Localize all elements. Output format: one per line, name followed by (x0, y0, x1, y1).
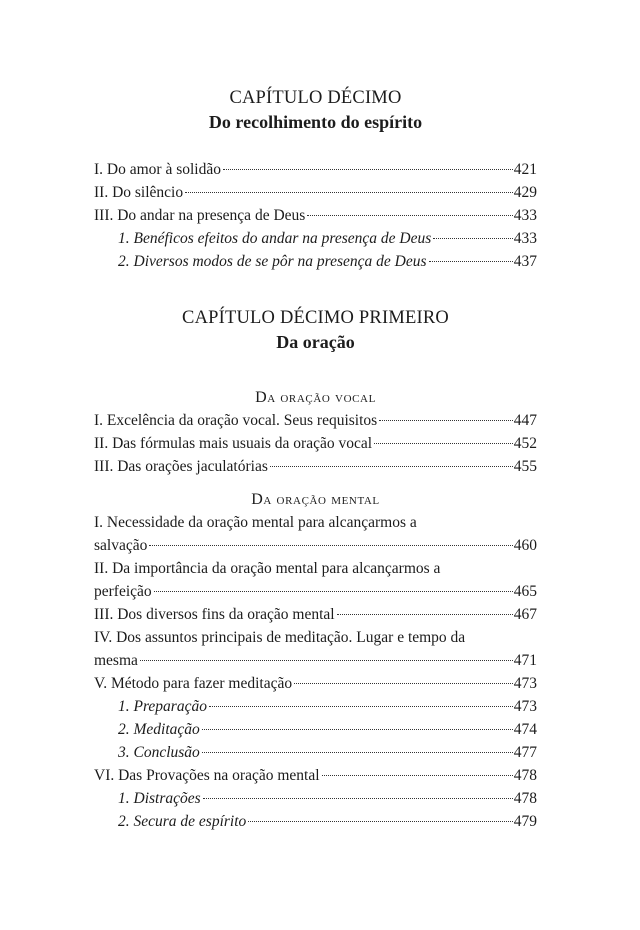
dot-leader (294, 683, 513, 684)
chapter-10-title: Do recolhimento do espírito (208, 112, 423, 132)
toc-entry (94, 181, 537, 204)
chapter-10-block (94, 86, 537, 273)
toc-entry-title: 1. Preparação (118, 698, 207, 715)
toc-entry-title: 1. Benéficos efeitos do andar na presença de Deus (118, 230, 432, 247)
toc-entry-title: III. Dos diversos fins da oração mental (94, 606, 335, 623)
chapter-10-entries (94, 158, 537, 273)
toc-entry-title: IV. Dos assuntos principais de meditação. Lugar e tempo da (94, 629, 466, 646)
toc-entry-title: 2. Diversos modos de se pôr na presença de Deus (118, 253, 427, 270)
toc-subentry (94, 810, 537, 833)
toc-entry (94, 455, 537, 478)
toc-subentry (94, 787, 537, 810)
section-oracao-vocal-entries (94, 409, 537, 478)
toc-entry (94, 432, 537, 455)
toc-subentry (94, 718, 537, 741)
toc-entry (94, 409, 537, 432)
toc-entry (94, 158, 537, 181)
toc-entry-title: I. Excelência da oração vocal. Seus requisitos (94, 412, 378, 429)
chapter-11-label: CAPÍTULO DÉCIMO PRIMEIRO (182, 308, 449, 328)
chapter-11-block (94, 306, 537, 833)
toc-subentry (94, 227, 537, 250)
toc-entry-title: III. Das orações jaculatórias (94, 458, 268, 475)
toc-page-number: 465 (513, 583, 537, 600)
toc-page-number: 447 (513, 412, 537, 429)
toc-page-number: 473 (513, 698, 537, 715)
dot-leader (202, 729, 513, 730)
dot-leader (202, 752, 513, 753)
toc-page-number: 421 (513, 161, 537, 178)
toc-entry-title: 3. Conclusão (118, 744, 200, 761)
dot-leader (209, 706, 513, 707)
toc-entry-title: V. Método para fazer meditação (94, 675, 293, 692)
toc-entry (94, 603, 537, 626)
toc-entry-title: I. Necessidade da oração mental para alcançarmos a (94, 514, 417, 531)
dot-leader (140, 660, 513, 661)
toc-page-number: 437 (513, 253, 537, 270)
toc-page (94, 86, 537, 833)
toc-entry-title: II. Da importância da oração mental para alcançarmos a (94, 560, 441, 577)
section-oracao-vocal (94, 387, 537, 478)
section-oracao-mental (94, 489, 537, 833)
dot-leader (154, 591, 513, 592)
toc-page-number: 473 (513, 675, 537, 692)
dot-leader (185, 192, 513, 193)
toc-entry-title-continued: salvação (94, 537, 148, 554)
toc-entry-title: 1. Distrações (118, 790, 201, 807)
toc-entry-title: 2. Meditação (118, 721, 200, 738)
toc-page-number: 455 (513, 458, 537, 475)
toc-page-number: 452 (513, 435, 537, 452)
toc-page-number: 429 (513, 184, 537, 201)
dot-leader (379, 420, 513, 421)
toc-entry (94, 557, 537, 603)
toc-entry-title: I. Do amor à solidão (94, 161, 221, 178)
section-title-oracao-vocal: Da oração vocal (255, 389, 376, 406)
dot-leader (248, 821, 512, 822)
dot-leader (374, 443, 513, 444)
toc-entry-title: VI. Das Provações na oração mental (94, 767, 320, 784)
toc-page-number: 478 (513, 767, 537, 784)
toc-page-number: 433 (513, 230, 537, 247)
toc-page-number: 478 (513, 790, 537, 807)
toc-page-number: 471 (513, 652, 537, 669)
chapter-11-title: Da oração (276, 332, 355, 352)
dot-leader (429, 261, 513, 262)
dot-leader (149, 545, 512, 546)
toc-entry-title-continued: mesma (94, 652, 138, 669)
toc-entry (94, 204, 537, 227)
toc-entry-title-continued: perfeição (94, 583, 152, 600)
toc-entry (94, 764, 537, 787)
chapter-10-label: CAPÍTULO DÉCIMO (229, 88, 402, 108)
toc-entry-title: III. Do andar na presença de Deus (94, 207, 306, 224)
toc-page-number: 467 (513, 606, 537, 623)
section-title-oracao-mental: Da oração mental (251, 491, 380, 508)
toc-entry (94, 672, 537, 695)
toc-entry-title: II. Do silêncio (94, 184, 184, 201)
dot-leader (433, 238, 513, 239)
toc-subentry (94, 741, 537, 764)
dot-leader (270, 466, 513, 467)
dot-leader (223, 169, 513, 170)
section-oracao-mental-entries (94, 511, 537, 833)
toc-subentry (94, 695, 537, 718)
dot-leader (322, 775, 513, 776)
dot-leader (337, 614, 513, 615)
toc-entry-title: 2. Secura de espírito (118, 813, 247, 830)
dot-leader (307, 215, 512, 216)
toc-entry (94, 511, 537, 557)
toc-page-number: 474 (513, 721, 537, 738)
toc-entry-title: II. Das fórmulas mais usuais da oração vocal (94, 435, 373, 452)
toc-subentry (94, 250, 537, 273)
toc-page-number: 460 (513, 537, 537, 554)
toc-page-number: 477 (513, 744, 537, 761)
toc-page-number: 479 (513, 813, 537, 830)
toc-page-number: 433 (513, 207, 537, 224)
dot-leader (203, 798, 513, 799)
toc-entry (94, 626, 537, 672)
